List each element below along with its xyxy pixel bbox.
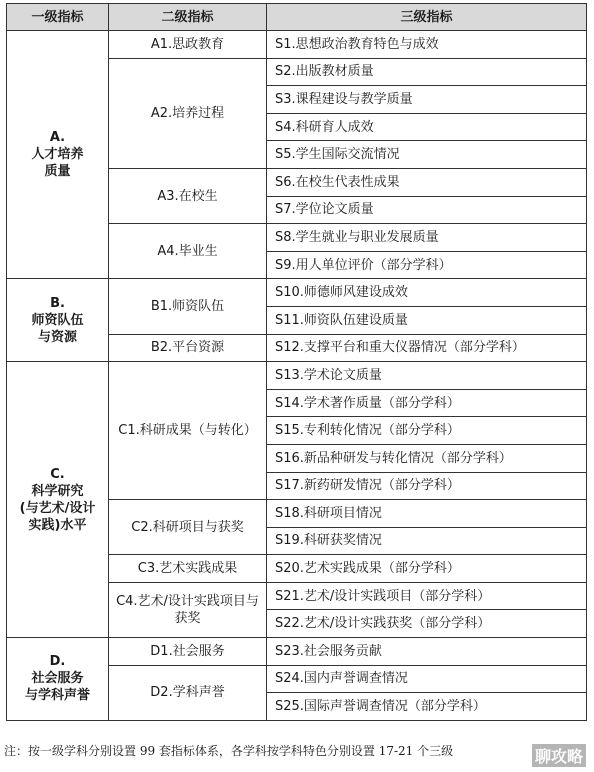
- level2-cell: A4.毕业生: [109, 224, 267, 279]
- level3-cell: S14.学术著作质量（部分学科）: [267, 389, 587, 417]
- header-level1: 一级指标: [7, 4, 109, 31]
- level2-cell: C2.科研项目与获奖: [109, 500, 267, 555]
- level1-code: D.: [49, 654, 66, 670]
- table-row: [7, 31, 587, 59]
- level1-code: B.: [50, 295, 65, 311]
- level3-cell: S5.学生国际交流情况: [267, 141, 587, 169]
- level3-cell: S24.国内声誉调查情况: [267, 665, 587, 693]
- level1-name: 人才培养 质量: [31, 147, 84, 180]
- level3-cell: S25.国际声誉调查情况（部分学科）: [267, 693, 587, 721]
- level3-cell: S20.艺术实践成果（部分学科）: [267, 555, 587, 583]
- header-row: [7, 4, 587, 31]
- level3-cell: S2.出版教材质量: [267, 58, 587, 86]
- level3-cell: S13.学术论文质量: [267, 362, 587, 390]
- level1-name: 师资队伍 与资源: [31, 312, 84, 345]
- level3-cell: S9.用人单位评价（部分学科）: [267, 251, 587, 279]
- level3-cell: S17.新药研发情况（部分学科）: [267, 472, 587, 500]
- level2-cell: A1.思政教育: [109, 31, 267, 59]
- level3-cell: S3.课程建设与教学质量: [267, 86, 587, 114]
- level2-cell: C4.艺术/设计实践项目与获奖: [109, 582, 267, 637]
- level3-cell: S15.专利转化情况（部分学科）: [267, 417, 587, 445]
- level3-cell: S19.科研获奖情况: [267, 527, 587, 555]
- level2-cell: C1.科研成果（与转化）: [109, 362, 267, 500]
- level3-cell: S6.在校生代表性成果: [267, 168, 587, 196]
- level3-cell: S7.学位论文质量: [267, 196, 587, 224]
- level3-cell: S10.师德师风建设成效: [267, 279, 587, 307]
- indicator-table: [6, 3, 587, 721]
- level1-code: C.: [50, 466, 65, 482]
- level2-cell: D2.学科声誉: [109, 665, 267, 720]
- level3-cell: S21.艺术/设计实践项目（部分学科）: [267, 582, 587, 610]
- level2-cell: A3.在校生: [109, 168, 267, 223]
- level2-cell: D1.社会服务: [109, 638, 267, 666]
- level2-cell: B2.平台资源: [109, 334, 267, 362]
- level2-cell: B1.师资队伍: [109, 279, 267, 334]
- level2-cell: A2.培养过程: [109, 58, 267, 168]
- footnote: 注：按一级学科分别设置 99 套指标体系，各学科按学科特色分别设置 17-21 个三级: [4, 744, 454, 758]
- table-body: [7, 31, 587, 721]
- level1-cell: [7, 31, 109, 279]
- level3-cell: S4.科研育人成效: [267, 113, 587, 141]
- level3-cell: S11.师资队伍建设质量: [267, 306, 587, 334]
- level3-cell: S18.科研项目情况: [267, 500, 587, 528]
- level3-cell: S23.社会服务贡献: [267, 638, 587, 666]
- level1-code: A.: [49, 130, 66, 146]
- level3-cell: S22.艺术/设计实践获奖（部分学科）: [267, 610, 587, 638]
- watermark-logo: 聊攻略: [532, 744, 586, 767]
- level1-name: 科学研究 (与艺术/设计 实践)水平: [19, 483, 96, 533]
- header-level3: 三级指标: [267, 4, 587, 31]
- level1-cell: [7, 362, 109, 638]
- table-row: [7, 279, 587, 307]
- level1-cell: [7, 279, 109, 362]
- level3-cell: S8.学生就业与职业发展质量: [267, 224, 587, 252]
- level1-cell: [7, 638, 109, 721]
- level1-name: 社会服务 与学科声誉: [24, 671, 90, 704]
- header-level2: 二级指标: [109, 4, 267, 31]
- table-row: [7, 638, 587, 666]
- level3-cell: S16.新品种研发与转化情况（部分学科）: [267, 444, 587, 472]
- level3-cell: S12.支撑平台和重大仪器情况（部分学科）: [267, 334, 587, 362]
- level2-cell: C3.艺术实践成果: [109, 555, 267, 583]
- table-row: [7, 362, 587, 390]
- level3-cell: S1.思想政治教育特色与成效: [267, 31, 587, 59]
